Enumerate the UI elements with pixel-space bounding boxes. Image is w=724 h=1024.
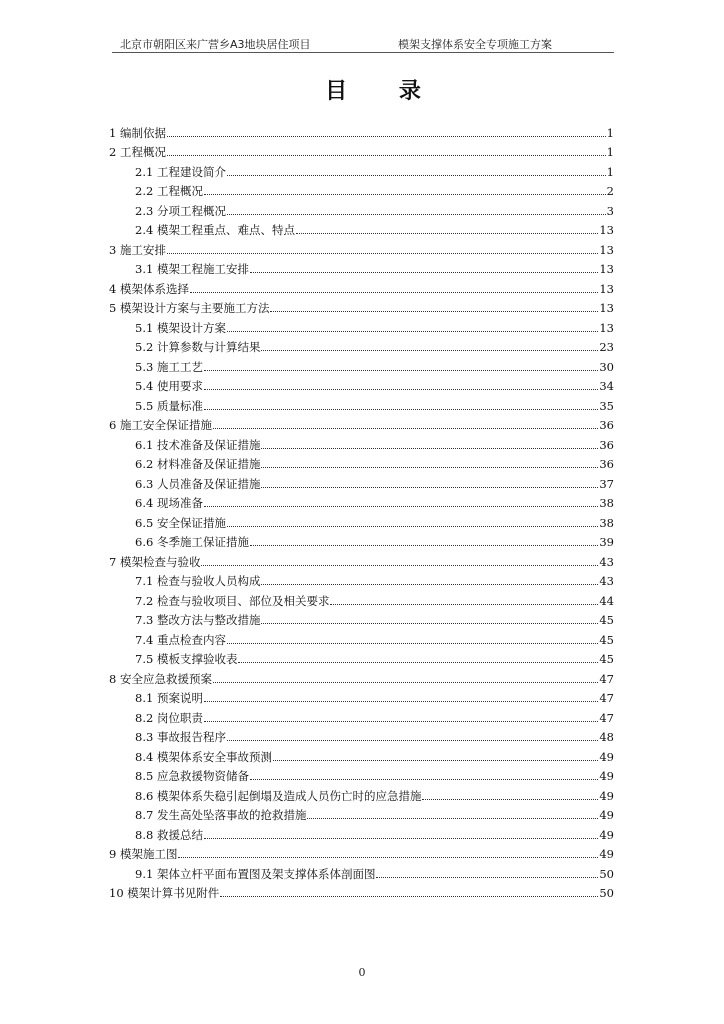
- toc-entry[interactable]: [109, 822, 614, 842]
- toc-entry-label: 8.1 预案说明: [135, 691, 203, 705]
- toc-leader-dots: [261, 583, 598, 585]
- toc-leader-dots: [227, 739, 598, 741]
- toc-entry-page: 37: [599, 476, 614, 491]
- toc-entry[interactable]: [109, 140, 614, 160]
- toc-entry-page: 47: [599, 691, 614, 705]
- toc-entry-page: 45: [599, 613, 614, 627]
- toc-entry[interactable]: [109, 393, 614, 413]
- toc-entry-page: 38: [599, 496, 614, 510]
- toc-entry-label: 6.4 现场准备: [135, 496, 203, 510]
- toc-entry-page: 47: [599, 671, 614, 686]
- toc-entry-label: 6.3 人员准备及保证措施: [135, 476, 261, 491]
- toc-title: 目 录: [325, 79, 443, 104]
- toc-entry-page: 50: [599, 886, 614, 900]
- toc-leader-dots: [190, 291, 598, 293]
- toc-entry[interactable]: [109, 120, 614, 140]
- toc-entry[interactable]: [109, 803, 614, 823]
- toc-leader-dots: [167, 252, 598, 254]
- page-number: 0: [358, 966, 366, 979]
- toc-entry-page: 49: [599, 749, 614, 764]
- toc-entry[interactable]: [109, 237, 614, 257]
- toc-entry[interactable]: [109, 335, 614, 355]
- toc-leader-dots: [261, 486, 598, 488]
- toc-leader-dots: [261, 622, 598, 624]
- toc-entry-label: 5.4 使用要求: [135, 379, 203, 393]
- toc-leader-dots: [178, 856, 598, 858]
- toc-entry-label: 8 安全应急救援预案: [109, 671, 212, 686]
- toc-entry[interactable]: [109, 725, 614, 745]
- toc-entry-page: 49: [599, 769, 614, 783]
- toc-entry-label: 5 模架设计方案与主要施工方法: [109, 301, 270, 315]
- toc-entry-page: 49: [599, 847, 614, 861]
- toc-leader-dots: [227, 330, 598, 332]
- toc-entry[interactable]: [109, 179, 614, 199]
- toc-entry[interactable]: [109, 842, 614, 862]
- toc-entry-label: 7.4 重点检查内容: [135, 632, 226, 647]
- toc-leader-dots: [270, 310, 598, 312]
- toc-leader-dots: [307, 817, 598, 819]
- toc-leader-dots: [204, 388, 598, 390]
- toc-entry-label: 9.1 架体立杆平面布置图及架支撑体系体剖面图: [135, 866, 376, 881]
- toc-entry-label: 6.5 安全保证措施: [135, 515, 226, 530]
- toc-leader-dots: [204, 408, 598, 410]
- toc-entry[interactable]: [109, 666, 614, 686]
- toc-leader-dots: [261, 349, 598, 351]
- toc-entry-label: 8.6 模架体系失稳引起倒塌及造成人员伤亡时的应急措施: [135, 788, 422, 803]
- toc-leader-dots: [250, 271, 598, 273]
- toc-entry-page: 38: [599, 515, 614, 530]
- toc-entry[interactable]: [109, 608, 614, 628]
- toc-entry[interactable]: [109, 569, 614, 589]
- toc-entry-label: 6.2 材料准备及保证措施: [135, 457, 261, 471]
- toc-entry-page: 50: [599, 866, 614, 881]
- header-document-title: 模架支撑体系安全专项施工方案: [398, 38, 552, 51]
- toc-leader-dots: [238, 661, 598, 663]
- toc-entry[interactable]: [109, 705, 614, 725]
- toc-entry[interactable]: [109, 276, 614, 296]
- toc-entry-page: 36: [599, 437, 614, 452]
- toc-entry-page: 34: [599, 379, 614, 393]
- toc-entry-label: 6.6 冬季施工保证措施: [135, 535, 249, 549]
- toc-leader-dots: [213, 681, 598, 683]
- toc-entry-label: 2.1 工程建设简介: [135, 164, 226, 179]
- toc-entry[interactable]: [109, 686, 614, 706]
- toc-entry[interactable]: [109, 647, 614, 667]
- toc-entry-page: 49: [599, 827, 614, 842]
- toc-leader-dots: [204, 193, 606, 195]
- toc-leader-dots: [227, 642, 598, 644]
- toc-entry[interactable]: [109, 159, 614, 179]
- toc-entry-page: 30: [599, 359, 614, 374]
- toc-entry-label: 7 模架检查与验收: [109, 554, 201, 569]
- toc-leader-dots: [204, 837, 598, 839]
- toc-entry-label: 8.5 应急救援物资储备: [135, 769, 249, 783]
- toc-entry-page: 45: [599, 632, 614, 647]
- toc-leader-dots: [201, 564, 598, 566]
- toc-leader-dots: [204, 700, 598, 702]
- toc-leader-dots: [250, 544, 598, 546]
- toc-entry-page: 3: [606, 203, 614, 218]
- toc-entry[interactable]: [109, 881, 614, 901]
- toc-entry-label: 5.5 质量标准: [135, 398, 203, 413]
- toc-entry-label: 6 施工安全保证措施: [109, 418, 212, 432]
- toc-entry-page: 1: [606, 145, 614, 159]
- toc-entry-label: 4 模架体系选择: [109, 281, 189, 296]
- toc-entry-page: 39: [599, 535, 614, 549]
- page-header: [112, 34, 614, 53]
- toc-entry[interactable]: [109, 432, 614, 452]
- toc-leader-dots: [167, 154, 606, 156]
- header-project-name: 北京市朝阳区来广营乡A3地块居住项目: [120, 38, 311, 51]
- toc-entry-page: 48: [599, 730, 614, 744]
- toc-leader-dots: [227, 525, 598, 527]
- toc-entry-label: 8.7 发生高处坠落事故的抢救措施: [135, 808, 307, 822]
- toc-entry-label: 5.2 计算参数与计算结果: [135, 340, 261, 354]
- toc-leader-dots: [273, 759, 598, 761]
- toc-entry[interactable]: [109, 198, 614, 218]
- toc-entry-page: 45: [599, 652, 614, 666]
- toc-entry[interactable]: [109, 374, 614, 394]
- toc-leader-dots: [204, 505, 598, 507]
- toc-entry-label: 7.2 检查与验收项目、部位及相关要求: [135, 593, 330, 608]
- toc-entry-label: 6.1 技术准备及保证措施: [135, 437, 261, 452]
- toc-entry[interactable]: [109, 413, 614, 433]
- toc-entry[interactable]: [109, 530, 614, 550]
- toc-entry-page: 13: [599, 223, 614, 237]
- toc-entry-label: 8.4 模架体系安全事故预测: [135, 749, 272, 764]
- toc-entry[interactable]: [109, 627, 614, 647]
- toc-leader-dots: [220, 895, 598, 897]
- toc-entry-label: 8.2 岗位职责: [135, 710, 203, 725]
- toc-entry-page: 49: [599, 808, 614, 822]
- toc-entry[interactable]: [109, 315, 614, 335]
- toc-entry-label: 7.1 检查与验收人员构成: [135, 574, 261, 588]
- toc-entry-page: 36: [599, 457, 614, 471]
- toc-entry[interactable]: [109, 783, 614, 803]
- toc-entry-label: 7.3 整改方法与整改措施: [135, 613, 261, 627]
- table-of-contents: [109, 120, 614, 900]
- toc-entry[interactable]: [109, 354, 614, 374]
- toc-entry-label: 2 工程概况: [109, 145, 166, 159]
- toc-entry-page: 43: [599, 554, 614, 569]
- toc-entry-page: 35: [599, 398, 614, 413]
- toc-entry-label: 8.8 救援总结: [135, 827, 203, 842]
- toc-entry-label: 2.3 分项工程概况: [135, 203, 226, 218]
- toc-entry[interactable]: [109, 296, 614, 316]
- toc-entry-label: 7.5 模板支撑验收表: [135, 652, 238, 666]
- toc-entry[interactable]: [109, 491, 614, 511]
- toc-entry-label: 3 施工安排: [109, 242, 166, 257]
- toc-leader-dots: [376, 876, 598, 878]
- toc-entry-label: 8.3 事故报告程序: [135, 730, 226, 744]
- toc-entry-page: 13: [599, 281, 614, 296]
- toc-entry[interactable]: [109, 764, 614, 784]
- toc-entry[interactable]: [109, 744, 614, 764]
- toc-leader-dots: [261, 466, 598, 468]
- toc-entry-label: 5.1 模架设计方案: [135, 320, 226, 335]
- toc-entry-page: 13: [599, 262, 614, 276]
- toc-entry-page: 23: [599, 340, 614, 354]
- toc-leader-dots: [296, 232, 598, 234]
- toc-entry-page: 36: [599, 418, 614, 432]
- toc-entry[interactable]: [109, 588, 614, 608]
- toc-entry-label: 1 编制依据: [109, 125, 166, 140]
- toc-entry-page: 49: [599, 788, 614, 803]
- toc-entry[interactable]: [109, 452, 614, 472]
- toc-entry-page: 13: [599, 301, 614, 315]
- toc-leader-dots: [250, 778, 598, 780]
- toc-leader-dots: [227, 213, 606, 215]
- toc-entry[interactable]: [109, 257, 614, 277]
- toc-entry-page: 43: [599, 574, 614, 588]
- toc-entry-label: 2.2 工程概况: [135, 184, 203, 198]
- toc-entry-page: 13: [599, 242, 614, 257]
- toc-entry-page: 2: [606, 184, 614, 198]
- toc-entry[interactable]: [109, 861, 614, 881]
- toc-entry-page: 13: [599, 320, 614, 335]
- toc-leader-dots: [204, 720, 598, 722]
- toc-entry-label: 5.3 施工工艺: [135, 359, 203, 374]
- toc-entry[interactable]: [109, 510, 614, 530]
- toc-entry-label: 9 模架施工图: [109, 847, 178, 861]
- toc-entry-page: 47: [599, 710, 614, 725]
- toc-entry-label: 3.1 模架工程施工安排: [135, 262, 249, 276]
- toc-leader-dots: [204, 369, 598, 371]
- toc-leader-dots: [330, 603, 598, 605]
- toc-entry[interactable]: [109, 218, 614, 238]
- toc-entry-page: 44: [599, 593, 614, 608]
- toc-leader-dots: [422, 798, 598, 800]
- toc-entry[interactable]: [109, 549, 614, 569]
- toc-leader-dots: [167, 135, 606, 137]
- toc-entry-page: 1: [606, 164, 614, 179]
- toc-entry[interactable]: [109, 471, 614, 491]
- toc-leader-dots: [261, 447, 598, 449]
- toc-entry-label: 10 模架计算书见附件: [109, 886, 220, 900]
- toc-leader-dots: [227, 174, 606, 176]
- toc-leader-dots: [213, 427, 598, 429]
- toc-entry-page: 1: [606, 125, 614, 140]
- toc-entry-label: 2.4 模架工程重点、难点、特点: [135, 223, 295, 237]
